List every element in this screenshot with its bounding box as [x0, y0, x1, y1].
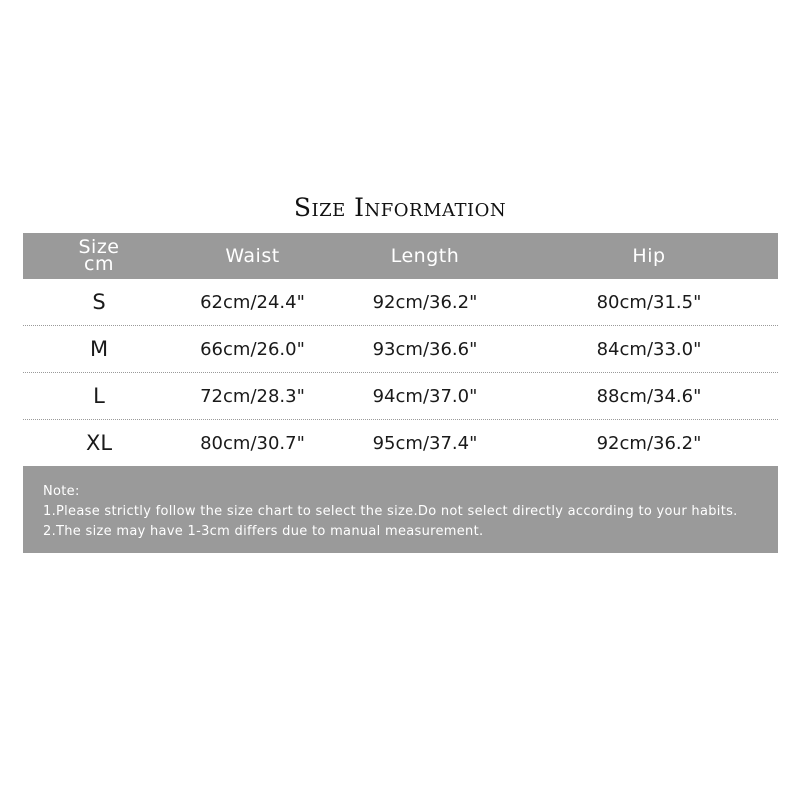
hip-cell: 84cm/33.0" [596, 338, 702, 360]
length-cell: 93cm/36.6" [372, 338, 478, 360]
header-size [23, 236, 175, 275]
size-cell: S [92, 290, 106, 314]
size-table [23, 233, 778, 466]
notes-box [23, 466, 778, 553]
note-line: 2.The size may have 1-3cm differs due to manual measurement. [43, 524, 484, 539]
note-line: 1.Please strictly follow the size chart to select the size.Do not select directly according to your habits. [43, 504, 738, 519]
hip-cell: 88cm/34.6" [596, 385, 702, 407]
table-row [23, 279, 778, 326]
header-hip: Hip [632, 245, 666, 267]
waist-cell: 80cm/30.7" [200, 432, 305, 454]
waist-cell: 66cm/26.0" [200, 338, 305, 360]
header-size-label: Size [78, 236, 120, 258]
hip-cell: 80cm/31.5" [596, 291, 702, 313]
length-cell: 94cm/37.0" [372, 385, 478, 407]
table-row [23, 373, 778, 420]
size-cell: XL [85, 431, 113, 455]
notes-heading: Note: [43, 484, 80, 499]
length-cell: 92cm/36.2" [372, 291, 478, 313]
header-length: Length [390, 245, 460, 267]
waist-cell: 72cm/28.3" [200, 385, 305, 407]
header-size-unit: cm [84, 253, 114, 275]
waist-cell: 62cm/24.4" [200, 291, 305, 313]
length-cell: 95cm/37.4" [372, 432, 478, 454]
header-waist: Waist [225, 245, 280, 267]
page-title: Size Information [293, 193, 507, 222]
table-row [23, 420, 778, 466]
size-cell: M [89, 337, 109, 361]
size-cell: L [93, 384, 105, 408]
hip-cell: 92cm/36.2" [596, 432, 702, 454]
table-header [23, 233, 778, 279]
table-row [23, 326, 778, 373]
